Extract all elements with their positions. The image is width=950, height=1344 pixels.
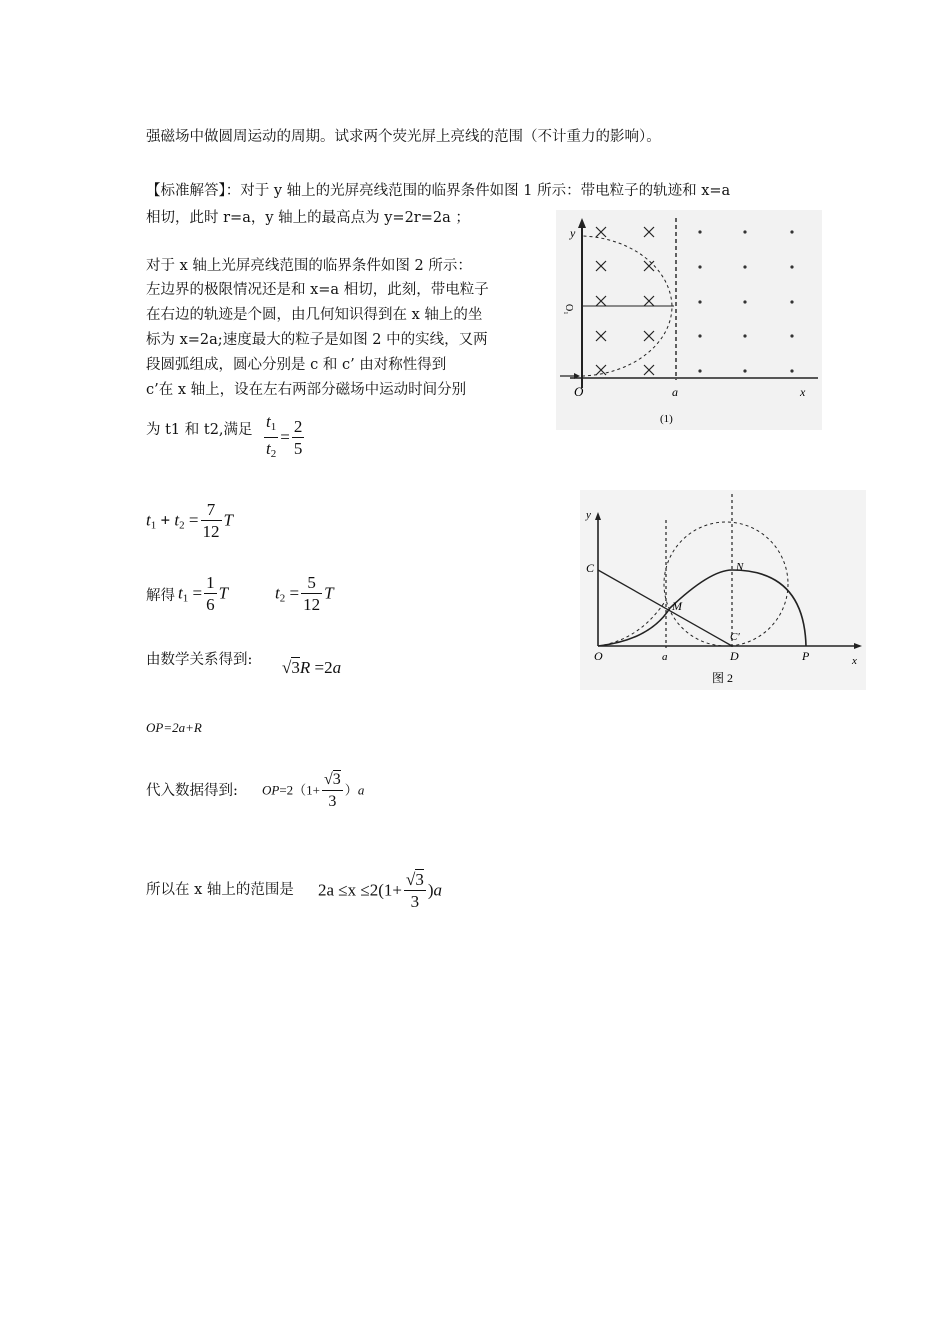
text-line-12: 由数学关系得到: <box>146 652 253 668</box>
text-line-11: 解得 <box>146 588 175 604</box>
text-line-7: 标为 x=2a;速度最大的粒子是如图 2 中的实线，又两 <box>146 332 488 348</box>
text-line-1: 强磁场中做圆周运动的周期。试求两个荧光屏上亮线的范围（不计重力的影响）。 <box>146 129 661 145</box>
fig1-origin-label: O <box>574 384 584 399</box>
fig1-center-label: O₁ <box>563 304 574 315</box>
fig2-cprime-label: C′ <box>730 631 740 643</box>
fig2-caption: 图 2 <box>712 671 734 685</box>
text-line-15: 所以在 x 轴上的范围是 <box>146 882 294 898</box>
text-line-6: 在右边的轨迹是个圆，由几何知识得到在 x 轴上的坐 <box>146 307 483 323</box>
ratio-lhs-fraction: $\frac{t_1}{t_2}$ <box>266 412 277 460</box>
figure-2 <box>580 490 866 690</box>
fig2-m-label: M <box>672 599 682 613</box>
geometry-equation: √3R =2a <box>282 658 342 677</box>
fig2-p-label: P <box>802 649 810 663</box>
text-line-8: 段圆弧组成，圆心分别是 c 和 c’ 由对称性得到 <box>146 357 447 373</box>
text-line-9: c’在 x 轴上，设在左右两部分磁场中运动时间分别 <box>146 382 467 398</box>
solution-t2: $t_2$ = $\frac{5}{12}$ T <box>275 573 334 614</box>
text-line-13: OP=2a+R <box>146 720 202 735</box>
figure-1 <box>556 210 822 430</box>
fig2-d-label: D <box>730 649 739 663</box>
text-line-5: 左边界的极限情况还是和 x=a 相切，此刻，带电粒子 <box>146 282 489 298</box>
fig2-y-label: y <box>586 509 591 521</box>
ratio-equation: $\frac{t_1}{t_2}$ = $\frac{2}{5}$ <box>262 412 306 465</box>
fig2-origin-label: O <box>594 649 603 663</box>
ratio-rhs-fraction: $\frac{2}{5}$ <box>293 417 303 458</box>
range-expression: 2a ≤x ≤2(1+ $\frac{√3}{3}$ )a <box>318 870 442 911</box>
text-line-10: 为 t1 和 t2,满足 <box>146 422 253 438</box>
text-line-14: 代入数据得到: <box>146 783 238 799</box>
fig2-a-label: a <box>662 651 668 663</box>
fig2-n-label: N <box>736 561 744 573</box>
fig1-caption: (1) <box>660 413 673 425</box>
fig2-c-label: C <box>586 561 595 575</box>
solution-t1: $t_1$ = $\frac{1}{6}$ T <box>178 573 229 614</box>
fig1-x-label: x <box>800 385 806 399</box>
text-line-4: 对于 x 轴上光屏亮线范围的临界条件如图 2 所示： <box>146 258 472 274</box>
fig1-a-label: a <box>672 385 678 399</box>
text-line-3: 相切，此时 r=a，y 轴上的最高点为 y=2r=2a ； <box>146 210 470 226</box>
op-expression: OP=2（1+ $\frac{√3}{3}$ ）a <box>262 771 365 810</box>
text-line-2: 【标准解答】：对于 y 轴上的光屏亮线范围的临界条件如图 1 所示：带电粒子的轨迹和 x=a <box>146 183 731 199</box>
fig2-x-label: x <box>852 655 857 667</box>
fig1-y-label: y <box>570 226 576 240</box>
sum-equation: $t_1 + t_2$ = $\frac{7}{12}$ T <box>146 500 233 541</box>
